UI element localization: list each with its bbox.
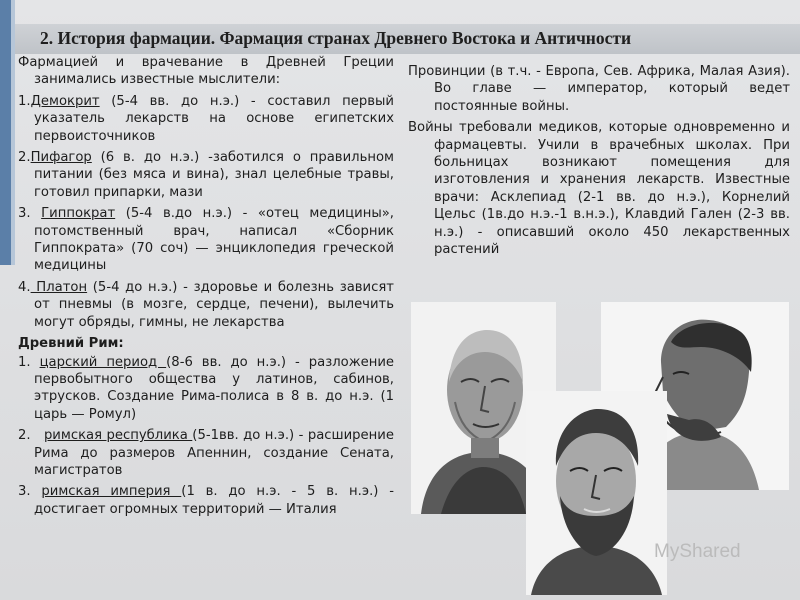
item-number: 3.: [18, 206, 42, 222]
rome-heading: Древний Рим:: [18, 336, 124, 352]
watermark: MyShared: [654, 541, 741, 562]
wars-text: Войны требовали медиков, которые одновременно и фармацевты. Учили в врачебных школах. При больницах возникают помещения для изготовления и хранения лекарств. Известные врачи: Асклепиад (2-1 вв. до н.э.), Корнелий Цельс (1в.до н.э.-1 в.н.э.), Клавдий Гален (2-3 вв. н.э.) - описавший около 450 лекарственных растений: [408, 120, 790, 258]
item-number: 2.: [18, 150, 31, 166]
item-name: Демокрит: [30, 93, 100, 109]
side-accent-bar: [0, 0, 11, 265]
left-column: [18, 54, 394, 522]
greece-item-1: [18, 93, 394, 145]
item-text: (1 в. до н.э. - 5 в. н.э.) - достигает огромных территорий — Италия: [34, 484, 394, 517]
item-text: (5-1вв. до н.э.) - расширение Рима до размеров Апеннин, создание Сената, магистратов: [34, 428, 394, 478]
item-text: (5-4 до н.э.) - здоровье и болезнь зависят от пневмы (в мозге, сердце, печени), вылечить могут обряды, гимны, не лекарства: [34, 279, 394, 330]
item-number: 4.: [18, 279, 31, 295]
provinces-text: Провинции (в т.ч. - Европа, Сев. Африка, Малая Азия). Во главе — император, который ведет постоянные войны.: [408, 64, 790, 114]
greece-item-2: [18, 149, 394, 201]
item-name: римская республика: [43, 428, 193, 444]
item-text: (5-4 вв. до н.э.) - составил первый указатель лекарств на основе египетских первоисточников: [34, 93, 394, 144]
greece-item-4: [18, 279, 394, 331]
intro-text: Фармацией и врачевание в Древней Греции занимались известные мыслители:: [18, 55, 394, 88]
item-name: царский период: [39, 354, 167, 370]
rome-item-3: [18, 483, 394, 518]
item-name: Платон: [30, 279, 88, 295]
item-number: 2.: [18, 428, 44, 444]
item-number: 1.: [18, 93, 31, 109]
item-text: (8-6 вв. до н.э.) - разложение первобытного общества у латинов, сабинов, этрусков. Создание Рима-полиса в 8 в. до н.э. (1 царь — Ромул): [34, 354, 394, 422]
slide-title: 2. История фармации. Фармация странах Древнего Востока и Античности: [40, 28, 632, 48]
greece-item-3: [18, 205, 394, 275]
item-text: (6 в. до н.э.) -заботился о правильном питании (без мяса и вина), знал целебные травы, готовил припарки, мази: [34, 150, 394, 200]
portrait-asclepiades-drawing: [526, 391, 667, 595]
item-name: римская империя: [41, 484, 182, 500]
rome-item-1: [18, 354, 394, 424]
portrait-asclepiades: [526, 391, 667, 595]
item-name: Гиппократ: [41, 206, 116, 222]
item-number: 3.: [18, 484, 42, 500]
right-column: [408, 63, 790, 262]
rome-item-2: [18, 427, 394, 479]
item-text: (5-4 в.до н.э.) - «отец медицины», потомственный врач, написал «Сборник Гиппократа» (70 соч) — энциклопедия греческой медицины: [34, 206, 394, 274]
item-number: 1.: [18, 354, 40, 370]
item-name: Пифагор: [30, 150, 92, 166]
